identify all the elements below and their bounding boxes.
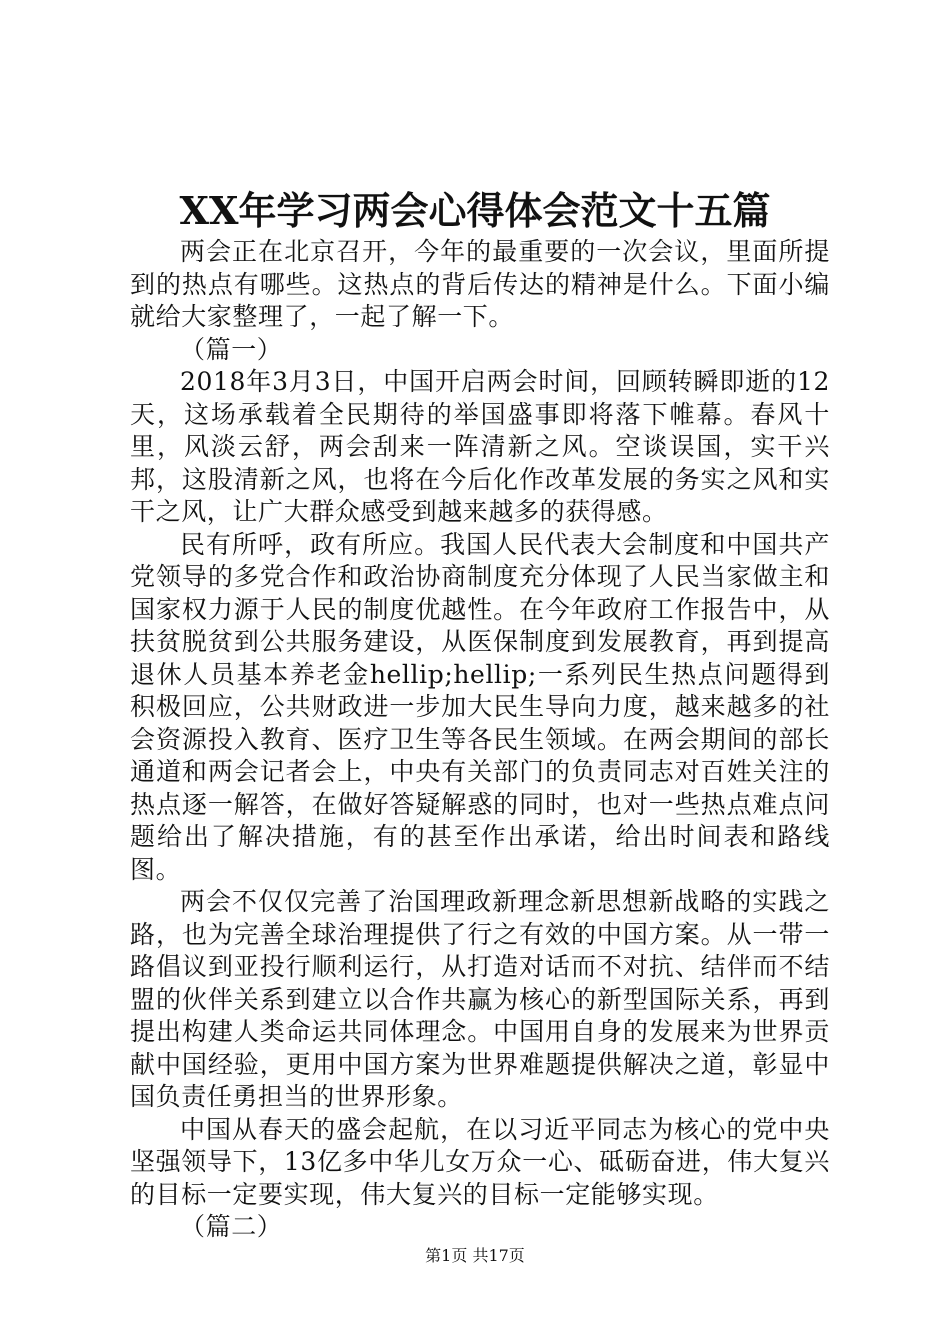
intro-paragraph: 两会正在北京召开，今年的最重要的一次会议，里面所提到的热点有哪些。这热点的背后传达的精神是什么。下面小编就给大家整理了，一起了解一下。	[130, 237, 830, 331]
body-paragraph: 中国从春天的盛会起航，在以习近平同志为核心的党中央坚强领导下，13亿多中华儿女万众一心、砥砺奋进，伟大复兴的目标一定要实现，伟大复兴的目标一定能够实现。	[130, 1114, 830, 1209]
body-paragraph: 两会不仅仅完善了治国理政新理念新思想新战略的实践之路，也为完善全球治理提供了行之有效的中国方案。从一带一路倡议到亚投行顺利运行，从打造对话而不对抗、结伴而不结盟的伙伴关系到建立以合作共赢为核心的新型国际关系，再到提出构建人类命运共同体理念。中国用自身的发展来为世界贡献中国经验，更用中国方案为世界难题提供解决之道，彰显中国负责任勇担当的世界形象。	[130, 887, 830, 1111]
body-paragraph: 2018年3月3日，中国开启两会时间，回顾转瞬即逝的12天，这场承载着全民期待的举国盛事即将落下帷幕。春风十里，风淡云舒，两会刮来一阵清新之风。空谈误国，实干兴邦，这股清新之风，也将在今后化作改革发展的务实之风和实干之风，让广大群众感受到越来越多的获得感。	[130, 367, 830, 526]
page-footer: 第1页 共17页	[425, 1246, 525, 1265]
section-heading-1: （篇一）	[180, 334, 283, 364]
section-heading-2: （篇二）	[180, 1212, 283, 1241]
body-paragraph: 民有所呼，政有所应。我国人民代表大会制度和中国共产党领导的多党合作和政治协商制度充分体现了人民当家做主和国家权力源于人民的制度优越性。在今年政府工作报告中，从扶贫脱贫到公共服务建设，从医保制度到发展教育，再到提高退休人员基本养老金hellip;hellip;一系列民生热点问题得到积极回应，公共财政进一步加大民生导向力度，越来越多的社会资源投入教育、医疗卫生等各民生领域。在两会期间的部长通道和两会记者会上，中央有关部门的负责同志对百姓关注的热点逐一解答，在做好答疑解惑的同时，也对一些热点难点问题给出了解决措施，有的甚至作出承诺，给出时间表和路线图。	[130, 529, 830, 884]
document-title: XX年学习两会心得体会范文十五篇	[179, 188, 771, 233]
document-body	[130, 236, 830, 1244]
